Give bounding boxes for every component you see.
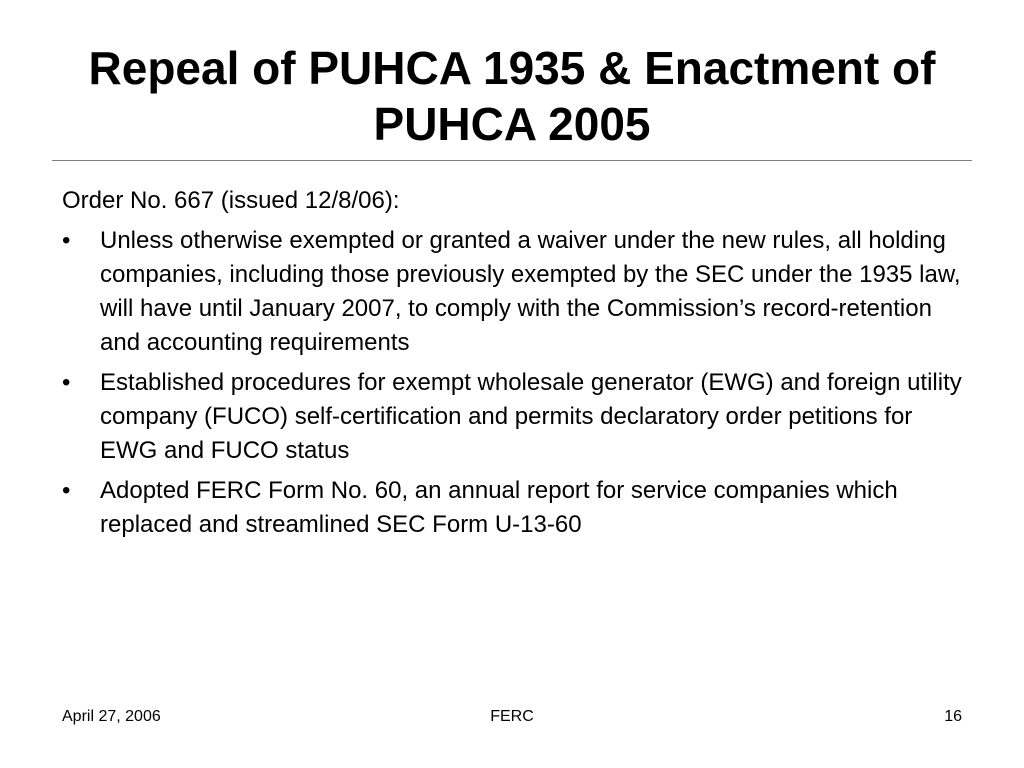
bullet-text: Established procedures for exempt wholesale generator (EWG) and foreign utility company (FUCO) self-certification and permits declaratory order petitions for EWG and FUCO status: [100, 369, 962, 464]
bullet-icon: •: [62, 477, 71, 504]
bullet-text: Adopted FERC Form No. 60, an annual report for service companies which replaced and streamlined SEC Form U-13-60: [100, 477, 898, 538]
footer-date: April 27, 2006: [62, 708, 161, 725]
page-number: 16: [944, 708, 962, 725]
slide-content: [62, 184, 968, 548]
bullet-item: [62, 224, 968, 360]
bullet-list: [62, 224, 968, 542]
bullet-text: Unless otherwise exempted or granted a waiver under the new rules, all holding companies, including those previously exempted by the SEC under the 1935 law, will have until January 2007, to comply with the Commission’s record-retention and accounting requirements: [100, 227, 961, 356]
order-intro: Order No. 667 (issued 12/8/06):: [62, 187, 400, 214]
footer-organization: FERC: [490, 708, 534, 725]
bullet-item: [62, 366, 968, 468]
bullet-icon: •: [62, 227, 71, 254]
slide-title: Repeal of PUHCA 1935 & Enactment of PUHCA 2005: [88, 42, 936, 150]
title-divider: [52, 160, 972, 161]
bullet-icon: •: [62, 369, 71, 396]
bullet-item: [62, 474, 968, 542]
